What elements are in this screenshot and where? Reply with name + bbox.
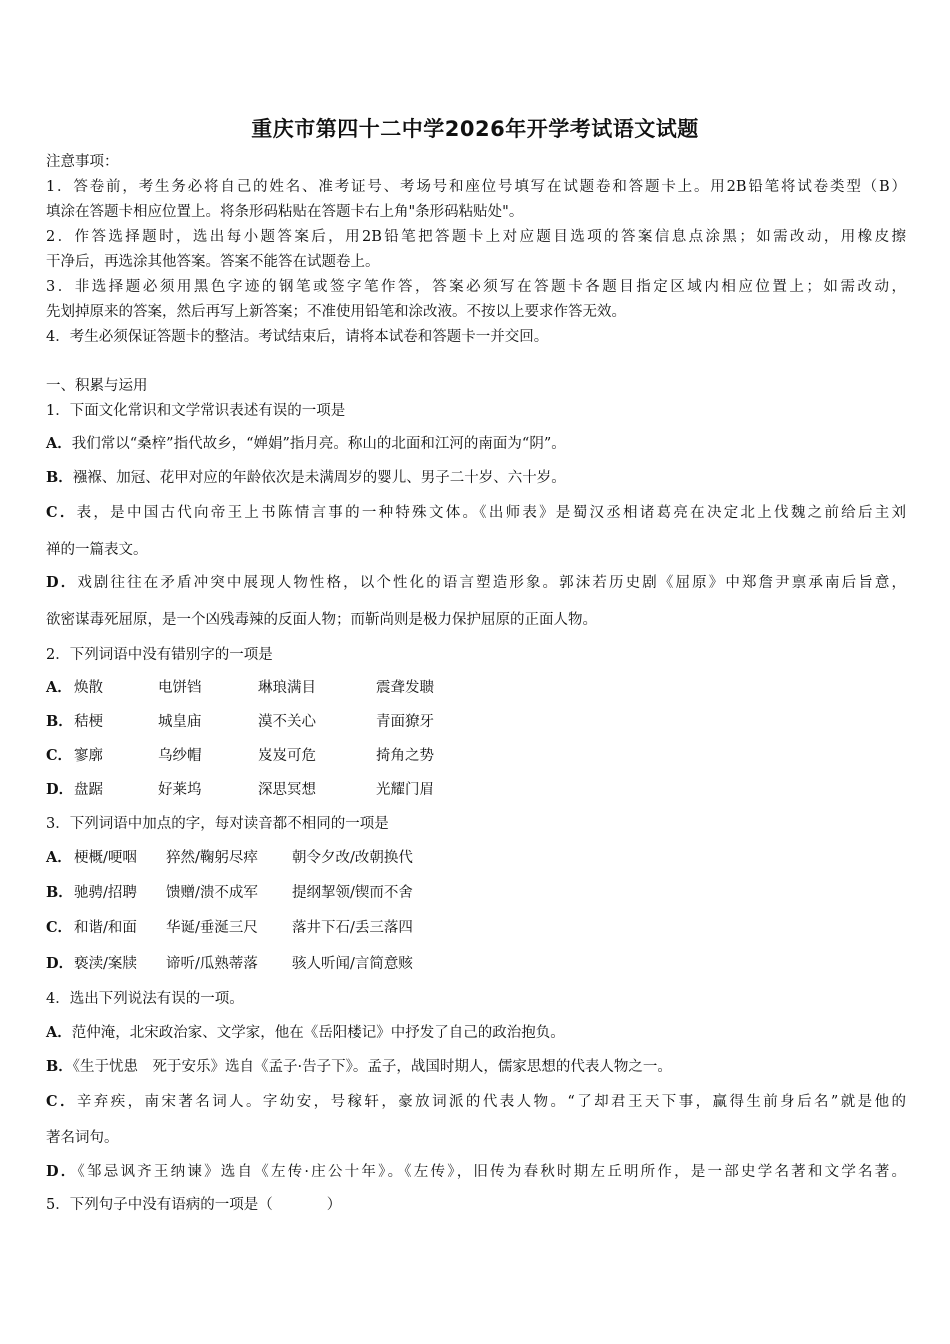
word: 提纲挈领/锲而不舍 — [292, 885, 413, 901]
word: 岌岌可危 — [258, 748, 316, 764]
option-text: 襁褓、加冠、花甲对应的年龄依次是未满周岁的婴儿、男子二十岁、六十岁。 — [72, 470, 566, 486]
word: 驰骋/招聘 — [74, 885, 137, 901]
question-4-option-d — [46, 1162, 906, 1182]
word: 琳琅满目 — [258, 680, 316, 696]
notice-line: 3．非选择题必须用黑色字迹的钢笔或签字笔作答，答案必须写在答题卡各题目指定区域内相应位置上；如需改动， — [46, 279, 906, 295]
word: 寥廓 — [74, 748, 103, 764]
option-label: A． — [46, 435, 72, 452]
notice-line: 填涂在答题卡相应位置上。将条形码粘贴在答题卡右上角"条形码粘贴处"。 — [46, 204, 524, 220]
word: 光耀门眉 — [376, 782, 434, 798]
option-label: B． — [46, 469, 73, 486]
option-label: B． — [46, 713, 73, 730]
question-1-option-a — [46, 434, 566, 454]
word: 落井下石/丢三落四 — [292, 920, 413, 936]
word: 电饼铛 — [158, 680, 202, 696]
word: 猝然/鞠躬尽瘁 — [166, 850, 258, 866]
option-label: C． — [46, 1093, 77, 1110]
word: 好莱坞 — [158, 782, 202, 798]
question-1-option-c-continued: 禅的一篇表文。 — [46, 542, 148, 558]
word: 掎角之势 — [376, 748, 434, 764]
word: 秸梗 — [74, 714, 103, 730]
option-label: B． — [46, 884, 73, 901]
section-heading: 一、积累与运用 — [46, 378, 148, 394]
word: 亵渎/案牍 — [74, 956, 137, 972]
question-3-stem: 3．下列词语中加点的字，每对读音都不相同的一项是 — [46, 816, 389, 832]
question-5-stem-close: ） — [326, 1197, 342, 1213]
option-text: 表，是中国古代向帝王上书陈情言事的一种特殊文体。《出师表》是蜀汉丞相诸葛亮在决定北上伐魏之前给后主刘 — [76, 505, 907, 521]
option-text: 范仲淹，北宋政治家、文学家，他在《岳阳楼记》中抒发了自己的政治抱负。 — [71, 1025, 565, 1041]
notice-line: 4．考生必须保证答题卡的整洁。考试结束后，请将本试卷和答题卡一并交回。 — [46, 329, 549, 345]
word: 馈赠/溃不成军 — [166, 885, 258, 901]
option-label: D． — [46, 781, 74, 798]
question-4-option-c — [46, 1092, 906, 1112]
question-5-stem — [46, 1195, 341, 1215]
notice-heading: 注意事项： — [46, 154, 119, 170]
notice-line: 2．作答选择题时，选出每小题答案后，用2B铅笔把答题卡上对应题目选项的答案信息点涂黑；如需改动，用橡皮擦 — [46, 229, 906, 245]
option-label: A． — [46, 1024, 72, 1041]
option-label: D． — [46, 1163, 78, 1180]
word: 梗概/哽咽 — [74, 850, 137, 866]
option-label: D． — [46, 955, 74, 972]
word: 城皇庙 — [158, 714, 202, 730]
word: 和谐/和面 — [74, 920, 137, 936]
question-4-option-b — [46, 1057, 672, 1077]
page-title: 重庆市第四十二中学2026年开学考试语文试题 — [251, 117, 699, 141]
option-text: 辛弃疾，南宋著名词人。字幼安，号稼轩，豪放词派的代表人物。“了却君王天下事，赢得生前身后名”就是他的 — [76, 1094, 906, 1110]
option-label: D． — [46, 574, 78, 591]
question-4-option-c-continued: 著名词句。 — [46, 1130, 119, 1146]
question-1-stem: 1．下面文化常识和文学常识表述有误的一项是 — [46, 403, 346, 419]
word: 华诞/垂涎三尺 — [166, 920, 258, 936]
question-1-option-d-continued: 欲密谋毒死屈原，是一个凶残毒辣的反面人物；而靳尚则是极力保护屈原的正面人物。 — [46, 612, 597, 628]
word: 乌纱帽 — [158, 748, 202, 764]
option-label: B． — [46, 1058, 73, 1075]
word: 骇人听闻/言简意赅 — [292, 956, 413, 972]
option-text: 戏剧往往在矛盾冲突中展现人物性格，以个性化的语言塑造形象。郭沫若历史剧《屈原》中郑詹尹禀承南后旨意， — [77, 575, 906, 591]
question-1-option-b — [46, 468, 566, 488]
word: 焕散 — [74, 680, 103, 696]
question-2-stem: 2．下列词语中没有错别字的一项是 — [46, 647, 273, 663]
option-text: 《邹忌讽齐王纳谏》选自《左传·庄公十年》。《左传》，旧传为春秋时期左丘明所作，是一部史学名著和文学名著。 — [77, 1164, 907, 1180]
option-label: C． — [46, 504, 77, 521]
word: 青面獠牙 — [376, 714, 434, 730]
word: 漠不关心 — [258, 714, 316, 730]
option-text: 我们常以“桑梓”指代故乡，“婵娟”指月亮。称山的北面和江河的南面为“阴”。 — [71, 436, 566, 452]
question-4-stem: 4．选出下列说法有误的一项。 — [46, 991, 244, 1007]
option-label: C． — [46, 919, 73, 936]
word: 谛听/瓜熟蒂落 — [166, 956, 258, 972]
question-4-option-a — [46, 1023, 565, 1043]
notice-line: 1．答卷前，考生务必将自己的姓名、准考证号、考场号和座位号填写在试题卷和答题卡上。用2B铅笔将试卷类型（B） — [46, 179, 906, 195]
word: 盘踞 — [74, 782, 103, 798]
option-label: A． — [46, 679, 72, 696]
question-5-stem-text: 5．下列句子中没有语病的一项是（ — [46, 1197, 273, 1213]
question-1-option-d — [46, 573, 906, 593]
notice-line: 干净后，再选涂其他答案。答案不能答在试题卷上。 — [46, 254, 380, 270]
option-label: A． — [46, 849, 72, 866]
notice-line: 先划掉原来的答案，然后再写上新答案；不准使用铅笔和涂改液。不按以上要求作答无效。 — [46, 304, 626, 320]
option-label: C． — [46, 747, 73, 764]
word: 朝令夕改/改朝换代 — [292, 850, 413, 866]
question-1-option-c — [46, 503, 906, 523]
option-text: 《生于忧患 死于安乐》选自《孟子·告子下》。孟子，战国时期人，儒家思想的代表人物之一。 — [72, 1059, 672, 1075]
word: 震聋发聩 — [376, 680, 434, 696]
word: 深思冥想 — [258, 782, 316, 798]
